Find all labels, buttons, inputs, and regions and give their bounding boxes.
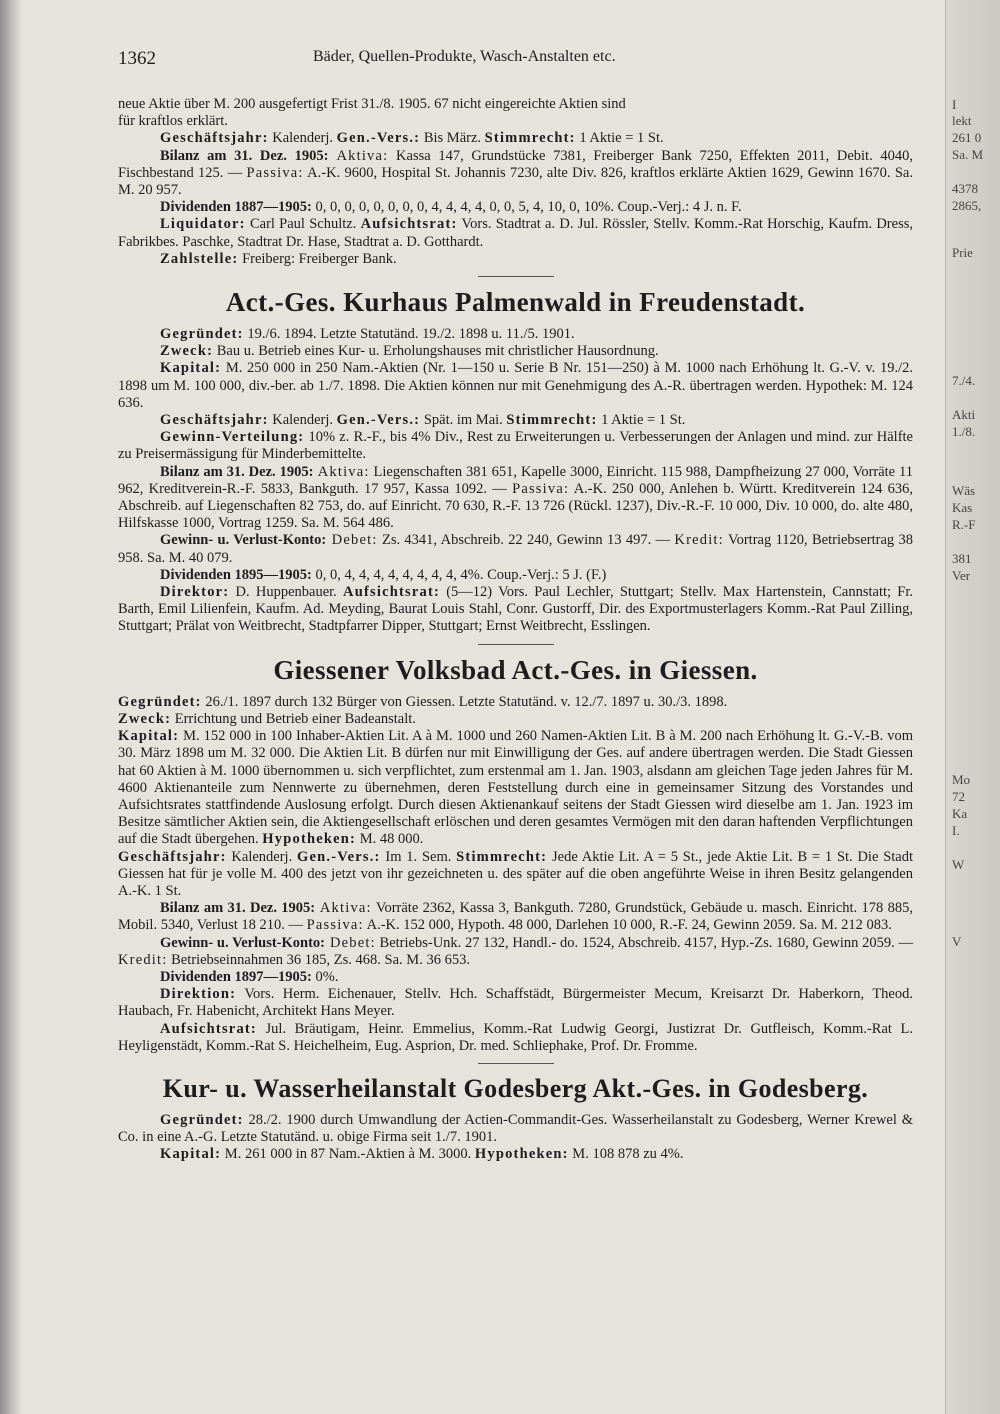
entry-kurhaus-palmenwald xyxy=(118,287,913,636)
adjacent-fragment: 2865, xyxy=(952,198,982,213)
running-title: Bäder, Quellen-Produkte, Wasch-Anstalten etc. xyxy=(313,48,616,65)
founded-line: Gegründet: 26./1. 1897 durch 132 Bürger von Giessen. Letzte Statutänd. v. 12./7. 1897 u. 30./3. 1898. xyxy=(118,693,728,710)
purpose-line: Zweck: Bau u. Betrieb eines Kur- u. Erholungshauses mit christlicher Hausordnung. xyxy=(160,343,659,360)
adjacent-fragment: 4378 xyxy=(952,181,978,196)
adjacent-fragment: R.-F xyxy=(952,517,976,532)
entry-continued xyxy=(118,96,913,268)
dividends-line: Dividenden 1895—1905: 0, 0, 4, 4, 4, 4, 4, 4, 4, 4, 4%. Coup.-Verj.: 5 J. (F.) xyxy=(160,566,607,583)
business-year-line: Geschäftsjahr: Kalenderj. Gen.-Vers.: Bis März. Stimmrecht: 1 Aktie = 1 St. xyxy=(160,130,664,147)
section-divider xyxy=(478,276,554,277)
text-line: neue Aktie über M. 200 ausgefertigt Frist 31./8. 1905. 67 nicht eingereichte Aktien sind xyxy=(118,96,626,112)
adjacent-fragment: 1./8. xyxy=(952,424,976,439)
page-header xyxy=(118,40,913,74)
entry-godesberg xyxy=(118,1074,913,1164)
adjacent-fragment: 7./4. xyxy=(952,373,976,388)
adjacent-fragment: V xyxy=(952,934,962,949)
scan-shadow-left xyxy=(0,0,22,1414)
adjacent-fragment: I. xyxy=(952,823,960,838)
capital-paragraph: Kapital: M. 152 000 in 100 Inhaber-Aktien Lit. A à M. 1000 und 260 Namen-Aktien Lit. B à M. 200 nach Erhöhung lt. G.-V.-B. vom 30. März 1898 um M. 32 000. Die Aktien Lit. B dürfen nur mit Einwilligung der Ges. auf andere übertragen werden. Die Stadt Giessen hat 60 Aktien à M. 1000 übernommen u. sich verpflichtet, zum erstenmal am 1. Jan. 1903, alsdann am gleichen Tage jeden Jahres für M. 4600 Aktienanteile zum Nennwerte zu übernehmen, deren Feststellung durch eine in gemeinsamer Sitzung des Vorstandes und Aufsichtsrates stattfindende Auslosung erfolgt. Durch diesen Aktienankauf seitens der Stadt Giessen wird dieselbe am 1. Jan. 1923 im Besitze sämtlicher Aktien sein, die Aktiengesellschaft erlöschen und deren gesamtes Vermögen mit den daran haftenden Verpflichtungen auf die Stadt übergehen. Hypotheken: M. 48 000. xyxy=(118,728,913,848)
board-paragraph: Direktor: D. Huppenbauer. Aufsichtsrat: (5—12) Vors. Paul Lechler, Stuttgart; Stellv. Max Hartenstein, Cannstatt; Fr. Barth, Emil Lilienfein, Kaufm. Ad. Meyding, Baurat Louis Stahl, Conr. Gustorff, Dir. des Exportmusterlagers Komm.-Rat Paul Zilling, Stuttgart; Prälat von Weitbrecht, Stadtpfarrer Dipper, Stuttgart; Ernst Weitbrecht, Esslingen. xyxy=(118,584,913,635)
company-title: Kur- u. Wasserheilanstalt Godesberg Akt.-Ges. in Godesberg. xyxy=(162,1073,869,1103)
purpose-line: Zweck: Errichtung und Betrieb einer Badeanstalt. xyxy=(118,710,416,727)
balance-paragraph: Bilanz am 31. Dez. 1905: Aktiva: Kassa 147, Grundstücke 7381, Freiberger Bank 7250, Effekten 2011, Debit. 4040, Fischbestand 125. — Passiva: A.-K. 9600, Hospital St. Johannis 7230, alte Div. 826, kraftlos erklärte Aktien 1629, Gewinn 1670. Sa. M. 20 957. xyxy=(118,147,913,199)
adjacent-fragment: 72 xyxy=(952,789,965,804)
profit-loss-paragraph: Gewinn- u. Verlust-Konto: Debet: Betriebs-Unk. 27 132, Handl.- do. 1524, Abschreib. 4157, Hyp.-Zs. 1680, Gewinn 2059. — Kredit: Betriebseinnahmen 36 185, Zs. 468. Sa. M. 36 653. xyxy=(118,934,913,968)
section-divider xyxy=(478,644,554,645)
adjacent-fragment: Mo xyxy=(952,772,971,787)
adjacent-fragment: Wäs xyxy=(952,483,976,498)
management-paragraph: Direktion: Vors. Herm. Eichenauer, Stellv. Hch. Schaffstädt, Bürgermeister Mecum, Kreisarzt Dr. Haberkorn, Theod. Haubach, Fr. Habenicht, Architekt Hans Meyer. xyxy=(118,986,913,1020)
balance-paragraph: Bilanz am 31. Dez. 1905: Aktiva: Vorräte 2362, Kassa 3, Bankguth. 7280, Grundstück, Gebäude u. masch. Einricht. 178 885, Mobil. 5340, Verlust 18 210. — Passiva: A.-K. 152 000, Hypoth. 48 000, Darlehen 10 000, R.-F. 24, Gewinn 2059. Sa. M. 212 083. xyxy=(118,900,913,934)
capital-line: Kapital: M. 261 000 in 87 Nam.-Aktien à M. 3000. Hypotheken: M. 108 878 zu 4%. xyxy=(160,1146,684,1163)
business-year-line: Geschäftsjahr: Kalenderj. Gen.-Vers.: Spät. im Mai. Stimmrecht: 1 Aktie = 1 St. xyxy=(160,412,686,429)
company-title: Act.-Ges. Kurhaus Palmenwald in Freudenstadt. xyxy=(225,287,806,318)
adjacent-fragment: Akti xyxy=(952,407,976,422)
business-year-paragraph: Geschäftsjahr: Kalenderj. Gen.-Vers.: Im 1. Sem. Stimmrecht: Jede Aktie Lit. A = 5 St., jede Aktie Lit. B = 1 St. Die Stadt Giessen hat für je volle M. 400 des jetzt von ihr gezeichneten u. des später auf die oben angeführte Weise in ihren Besitz gelangenden A.-K. 1 St. xyxy=(118,848,913,899)
founded-line: Gegründet: 19./6. 1894. Letzte Statutänd. 19./2. 1898 u. 11./5. 1901. xyxy=(160,326,575,343)
entry-giessener-volksbad xyxy=(118,655,913,1055)
dividends-line: Dividenden 1897—1905: 0%. xyxy=(160,968,339,985)
adjacent-fragment: 261 0 xyxy=(952,130,982,145)
section-divider xyxy=(478,1063,554,1064)
board-paragraph: Liquidator: Carl Paul Schultz. Aufsichtsrat: Vors. Stadtrat a. D. Jul. Rössler, Stellv. Komm.-Rat Horschig, Kaufm. Dress, Fabrikbes. Paschke, Stadtrat Dr. Hase, Stadtrat a. D. Gotthardt. xyxy=(118,216,913,250)
company-title: Giessener Volksbad Act.-Ges. in Giessen. xyxy=(273,654,758,685)
profit-loss-paragraph: Gewinn- u. Verlust-Konto: Debet: Zs. 4341, Abschreib. 22 240, Gewinn 13 497. — Kredit: Vortrag 1120, Betriebsertrag 38 958. Sa. M. 40 079. xyxy=(118,532,913,566)
adjacent-fragment: Sa. M xyxy=(952,147,984,162)
board-paragraph: Aufsichtsrat: Jul. Bräutigam, Heinr. Emmelius, Komm.-Rat Ludwig Georgi, Justizrat Dr. Gutfleisch, Komm.-Rat L. Heyligenstädt, Komm.-Rat S. Heichelheim, Eug. Asprion, Dr. med. Schliephake, Prof. Dr. Fromme. xyxy=(118,1020,913,1054)
dividends-line: Dividenden 1887—1905: 0, 0, 0, 0, 0, 0, 0, 0, 4, 4, 4, 4, 0, 0, 5, 4, 10, 0, 10%. Coup.-Verj.: 4 J. n. F. xyxy=(160,199,742,216)
adjacent-fragment: Kas xyxy=(952,500,973,515)
adjacent-page-strip xyxy=(945,0,1000,1414)
adjacent-fragment: Ver xyxy=(952,568,971,583)
balance-paragraph: Bilanz am 31. Dez. 1905: Aktiva: Liegenschaften 381 651, Kapelle 3000, Einricht. 115 988, Dampfheizung 27 000, Vorräte 11 962, Kreditverein-R.-F. 5833, Bankguth. 17 957, Kassa 1092. — Passiva: A.-K. 250 000, Anlehen b. Württ. Kreditverein 124 636, Abschreib. auf Liegenschaften 82 753, do. auf Einricht. 70 630, R.-F. 13 726 (Rückl. 1237), Div.-R.-F. 10 000, Div. 10 000, do. alte 480, Hilfskasse 1000, Vortrag 1259. Sa. M. 564 486. xyxy=(118,463,913,532)
adjacent-fragment: I xyxy=(952,97,957,112)
text-line: für kraftlos erklärt. xyxy=(118,113,228,130)
paying-agent-line: Zahlstelle: Freiberg: Freiberger Bank. xyxy=(160,250,397,267)
adjacent-fragment: Prie xyxy=(952,245,973,260)
profit-distribution-paragraph: Gewinn-Verteilung: 10% z. R.-F., bis 4% Div., Rest zu Erweiterungen u. Verbesserungen der Anlagen und mind. zur Hälfte zu Preisermässigung für Minderbemittelte. xyxy=(118,429,913,463)
page-number: 1362 xyxy=(118,48,156,69)
adjacent-fragment: 381 xyxy=(952,551,972,566)
adjacent-fragment: W xyxy=(952,857,965,872)
page-content xyxy=(118,40,913,1164)
capital-paragraph: Kapital: M. 250 000 in 250 Nam.-Aktien (Nr. 1—150 u. Serie B Nr. 151—250) à M. 1000 nach Erhöhung lt. G.-V. v. 19./2. 1898 um M. 100 000, div.-ber. ab 1./7. 1898. Die Aktien können nur mit Genehmigung des A.-R. übertragen werden. Hypothek: M. 124 636. xyxy=(118,360,913,411)
adjacent-fragment: Ka xyxy=(952,806,968,821)
adjacent-fragment: lekt xyxy=(952,113,972,128)
founded-paragraph: Gegründet: 28./2. 1900 durch Umwandlung der Actien-Commandit-Ges. Wasserheilanstalt zu Godesberg, Werner Krewel & Co. in eine A.-G. Letzte Statutänd. u. obige Firma seit 1./7. 1901. xyxy=(118,1111,913,1146)
